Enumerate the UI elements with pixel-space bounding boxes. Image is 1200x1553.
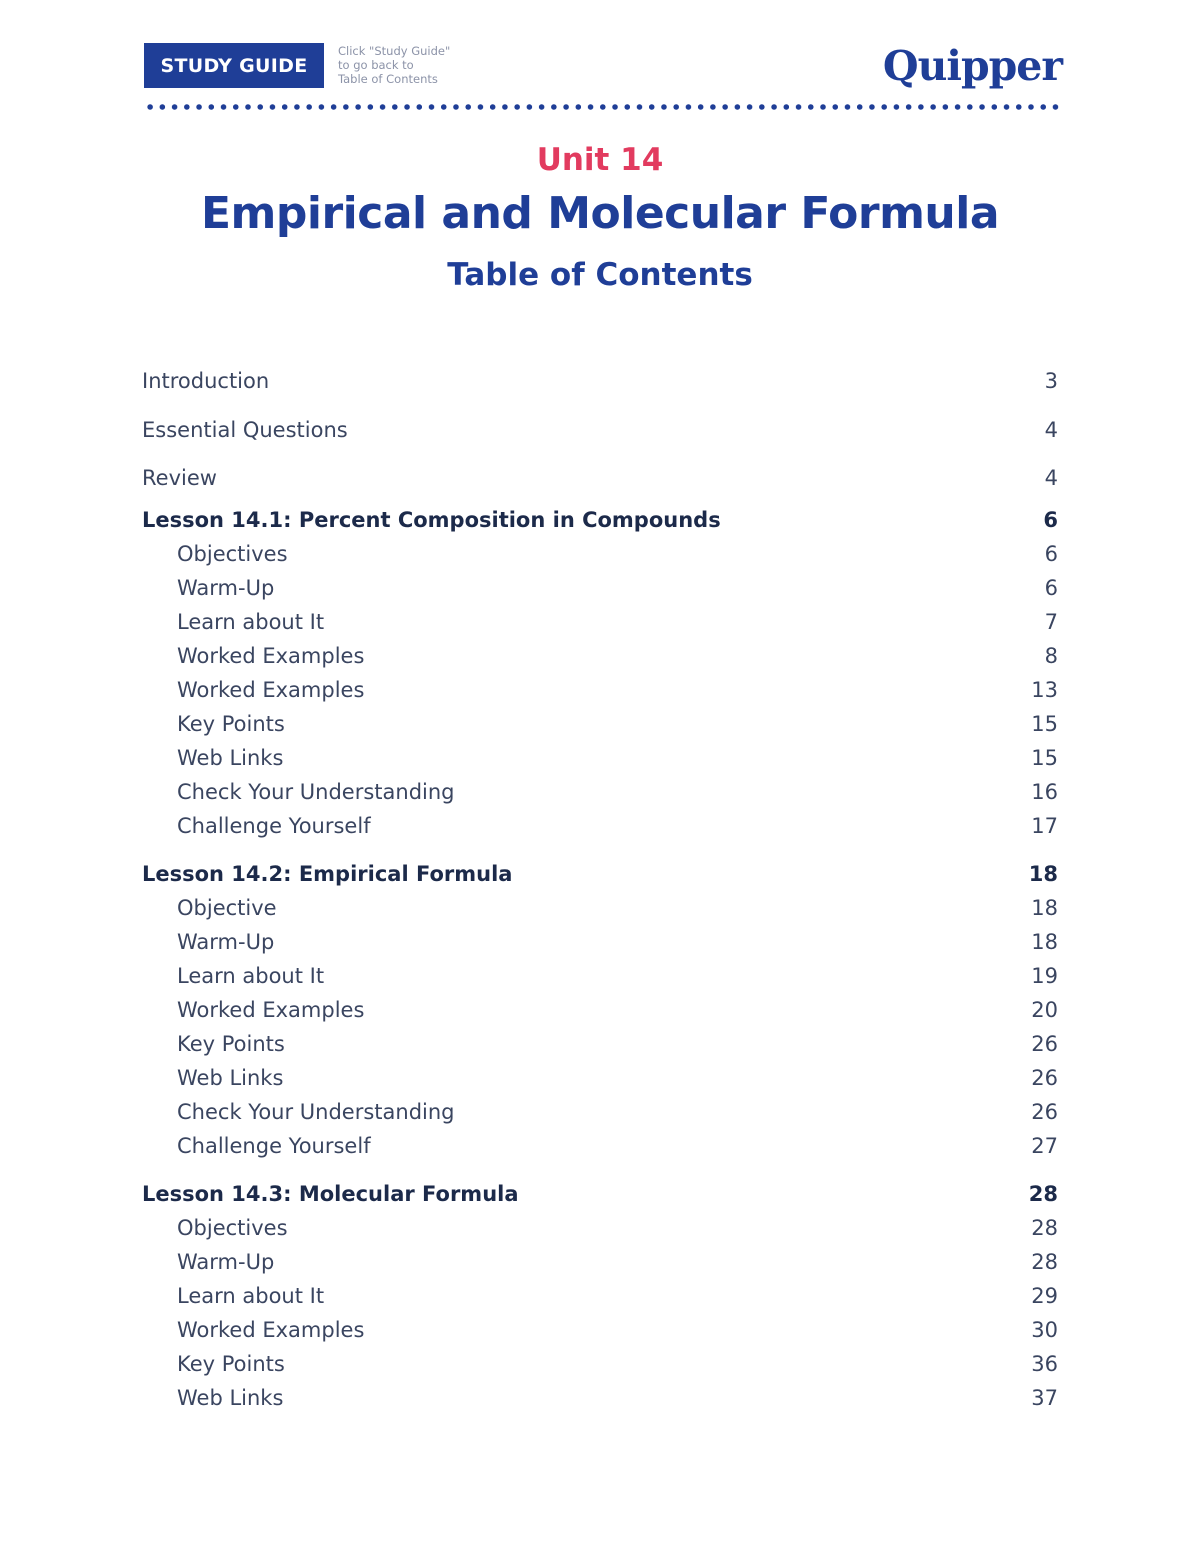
toc-entry-label: Review	[142, 466, 217, 491]
toc-entry-label: Worked Examples	[177, 1317, 365, 1342]
toc-subentry[interactable]	[142, 707, 1058, 741]
toc-page-number: 36	[1031, 1351, 1058, 1376]
toc-subentry[interactable]	[142, 1279, 1058, 1313]
toc-subentry[interactable]	[142, 925, 1058, 959]
toc-entry-label: Learn about It	[177, 609, 325, 634]
toc-page-number: 17	[1031, 813, 1058, 838]
toc-heading: Table of Contents	[447, 257, 753, 293]
hint-line: Click "Study Guide"	[338, 44, 451, 58]
toc-entry[interactable]	[142, 454, 1058, 503]
toc-entry-label: Introduction	[142, 369, 270, 394]
toc-subentry[interactable]	[142, 1211, 1058, 1245]
toc-page-number: 26	[1031, 1031, 1058, 1056]
toc-entry-label: Check Your Understanding	[177, 779, 455, 804]
toc-subentry[interactable]	[142, 1313, 1058, 1347]
toc-entry-label: Check Your Understanding	[177, 1099, 455, 1124]
toc-page-number: 18	[1031, 929, 1058, 954]
toc-page-number: 15	[1031, 745, 1058, 770]
toc-entry[interactable]	[142, 357, 1058, 406]
toc-entry-label: Warm-Up	[177, 929, 275, 954]
toc-entry-label: Web Links	[177, 1065, 284, 1090]
toc-page-number: 16	[1031, 779, 1058, 804]
toc-entry-label: Warm-Up	[177, 575, 275, 600]
toc-subentry[interactable]	[142, 605, 1058, 639]
toc-entry-label: Learn about It	[177, 963, 325, 988]
toc-entry-label: Lesson 14.1: Percent Composition in Compounds	[142, 507, 721, 532]
toc-page-number: 19	[1031, 963, 1058, 988]
toc-subentry[interactable]	[142, 775, 1058, 809]
toc-subentry[interactable]	[142, 959, 1058, 993]
toc-entry-label: Lesson 14.3: Molecular Formula	[142, 1181, 519, 1206]
toc-lesson-heading[interactable]	[142, 503, 1058, 537]
toc-entry-label: Objectives	[177, 541, 288, 566]
toc-subentry[interactable]	[142, 1245, 1058, 1279]
toc-entry-label: Key Points	[177, 1031, 285, 1056]
toc-page-number: 27	[1031, 1133, 1058, 1158]
toc-page-number: 6	[1044, 575, 1058, 600]
toc-entry-label: Objectives	[177, 1215, 288, 1240]
toc-page-number: 30	[1031, 1317, 1058, 1342]
toc-page-number: 26	[1031, 1099, 1058, 1124]
toc-page-number: 8	[1044, 643, 1058, 668]
toc-page-number: 15	[1031, 711, 1058, 736]
toc-subentry[interactable]	[142, 1381, 1058, 1415]
toc-page-number: 28	[1028, 1181, 1058, 1206]
toc-subentry[interactable]	[142, 809, 1058, 843]
toc-page-number: 28	[1031, 1215, 1058, 1240]
toc-entry-label: Web Links	[177, 1385, 284, 1410]
toc-entry-label: Worked Examples	[177, 997, 365, 1022]
dotted-divider	[144, 104, 1062, 110]
quipper-logo: Quipper	[882, 42, 1062, 90]
toc-entry-label: Web Links	[177, 745, 284, 770]
toc-page-number: 37	[1031, 1385, 1058, 1410]
toc-entry-label: Challenge Yourself	[177, 813, 371, 838]
unit-label: Unit 14	[536, 142, 664, 178]
toc-subentry[interactable]	[142, 537, 1058, 571]
toc-page-number: 13	[1031, 677, 1058, 702]
toc-entry-label: Objective	[177, 895, 277, 920]
toc-entry[interactable]	[142, 406, 1058, 455]
toc-subentry[interactable]	[142, 639, 1058, 673]
toc-subentry[interactable]	[142, 1027, 1058, 1061]
toc-subentry[interactable]	[142, 673, 1058, 707]
toc-entry-label: Lesson 14.2: Empirical Formula	[142, 861, 513, 886]
toc-lesson-heading[interactable]	[142, 857, 1058, 891]
page-title: Empirical and Molecular Formula	[200, 188, 1000, 239]
toc-page-number: 18	[1031, 895, 1058, 920]
toc-subentry[interactable]	[142, 993, 1058, 1027]
study-guide-button[interactable]: STUDY GUIDE	[144, 43, 324, 88]
toc-page-number: 20	[1031, 997, 1058, 1022]
hint-line: to go back to	[338, 58, 414, 72]
toc-page-number: 4	[1044, 417, 1058, 442]
toc-entry-label: Worked Examples	[177, 643, 365, 668]
toc-entry-label: Key Points	[177, 1351, 285, 1376]
toc-entry-label: Learn about It	[177, 1283, 325, 1308]
hint-line: Table of Contents	[338, 72, 438, 86]
toc-page-number: 3	[1044, 369, 1058, 394]
toc-subentry[interactable]	[142, 1095, 1058, 1129]
study-guide-hint	[338, 44, 498, 86]
toc-subentry[interactable]	[142, 741, 1058, 775]
toc-subentry[interactable]	[142, 571, 1058, 605]
toc-page-number: 4	[1044, 466, 1058, 491]
toc-page-number: 18	[1028, 861, 1058, 886]
toc-entry-label: Essential Questions	[142, 417, 348, 442]
toc-page-number: 29	[1031, 1283, 1058, 1308]
toc-subentry[interactable]	[142, 1347, 1058, 1381]
toc-subentry[interactable]	[142, 1129, 1058, 1163]
toc-lesson-heading[interactable]	[142, 1177, 1058, 1211]
toc-entry-label: Challenge Yourself	[177, 1133, 371, 1158]
table-of-contents	[142, 357, 1058, 1415]
toc-entry-label: Worked Examples	[177, 677, 365, 702]
toc-page-number: 6	[1043, 507, 1058, 532]
toc-page-number: 28	[1031, 1249, 1058, 1274]
toc-page-number: 7	[1044, 609, 1058, 634]
toc-page-number: 6	[1044, 541, 1058, 566]
toc-entry-label: Key Points	[177, 711, 285, 736]
toc-entry-label: Warm-Up	[177, 1249, 275, 1274]
toc-page-number: 26	[1031, 1065, 1058, 1090]
toc-subentry[interactable]	[142, 1061, 1058, 1095]
toc-subentry[interactable]	[142, 891, 1058, 925]
